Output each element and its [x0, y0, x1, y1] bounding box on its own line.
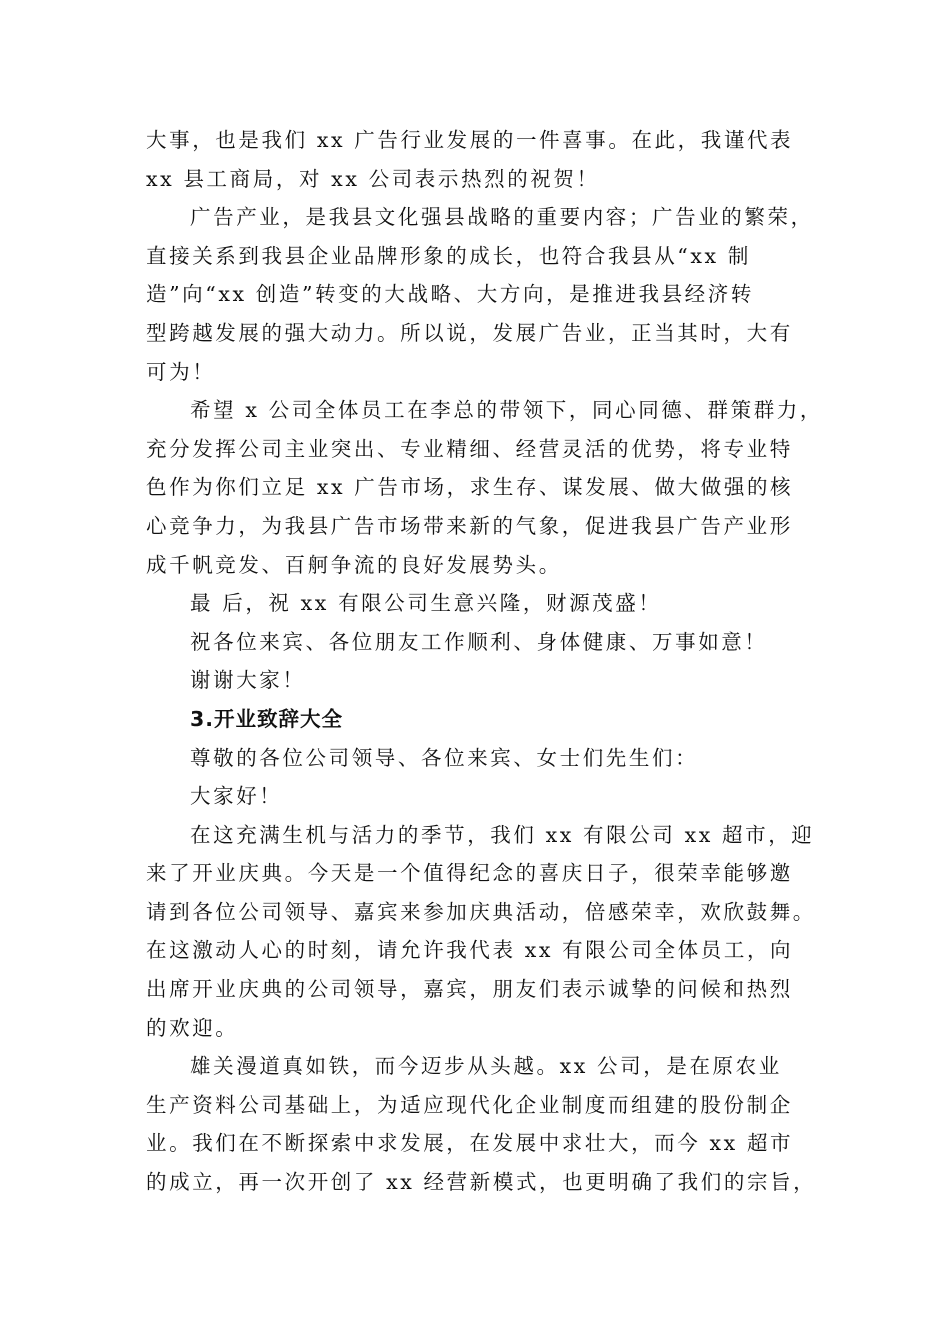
text-line: 业。我们在不断探索中求发展，在发展中求壮大，而今 xx 超市 — [146, 1131, 794, 1156]
text-line: 色作为你们立足 xx 广告市场，求生存、谋发展、做大做强的核 — [146, 475, 794, 500]
text-line: 大事，也是我们 xx 广告行业发展的一件喜事。在此，我谨代表 — [146, 128, 794, 152]
text-line: 生产资料公司基础上，为适应现代化企业制度而组建的股份制企 — [146, 1092, 793, 1117]
paragraph-start-line: 广告产业，是我县文化强县战略的重要内容；广告业的繁荣， — [190, 205, 814, 230]
text-line: 成千帆竞发、百舸争流的良好发展势头。 — [146, 552, 562, 577]
text-line: 来了开业庆典。今天是一个值得纪念的喜庆日子，很荣幸能够邀 — [146, 861, 793, 886]
text-line: 心竞争力，为我县广告市场带来新的气象，促进我县广告产业形 — [146, 513, 793, 538]
paragraph-start-line: 最 后，祝 xx 有限公司生意兴隆，财源茂盛！ — [190, 591, 662, 616]
text-line: 直接关系到我县企业品牌形象的成长，也符合我县从“xx 制 — [146, 243, 751, 268]
text-line: 出席开业庆典的公司领导，嘉宾，朋友们表示诚挚的问候和热烈 — [146, 977, 793, 1002]
text-line: xx 县工商局，对 xx 公司表示热烈的祝贺！ — [146, 166, 600, 191]
text-line: 在这激动人心的时刻，请允许我代表 xx 有限公司全体员工，向 — [146, 938, 794, 963]
text-line: 的欢迎。 — [146, 1015, 239, 1040]
text-line: 可为！ — [146, 359, 216, 384]
paragraph-start-line: 希望 x 公司全体员工在李总的带领下，同心同德、群策群力， — [190, 398, 823, 423]
text-line: 请到各位公司领导、嘉宾来参加庆典活动，倍感荣幸，欢欣鼓舞。 — [146, 899, 816, 924]
text-line: 的成立，再一次开创了 xx 经营新模式，也更明确了我们的宗旨， — [146, 1170, 817, 1195]
section-heading: 3.开业致辞大全 — [190, 706, 344, 731]
text-line: 型跨越发展的强大动力。所以说，发展广告业，正当其时，大有 — [146, 320, 793, 345]
paragraph-start-line: 大家好！ — [190, 784, 283, 809]
paragraph-start-line: 祝各位来宾、各位朋友工作顺利、身体健康、万事如意！ — [190, 629, 768, 654]
document-body — [146, 121, 823, 1202]
text-line: 造”向“xx 创造”转变的大战略、大方向，是推进我县经济转 — [146, 282, 754, 307]
paragraph-start-line: 雄关漫道真如铁，而今迈步从头越。xx 公司，是在原农业 — [190, 1054, 782, 1079]
text-line: 充分发挥公司主业突出、专业精细、经营灵活的优势，将专业特 — [146, 436, 793, 461]
paragraph-start-line: 尊敬的各位公司领导、各位来宾、女士们先生们： — [190, 745, 699, 770]
paragraph-start-line: 在这充满生机与活力的季节，我们 xx 有限公司 xx 超市，迎 — [190, 822, 815, 847]
paragraph-start-line: 谢谢大家！ — [190, 668, 306, 693]
